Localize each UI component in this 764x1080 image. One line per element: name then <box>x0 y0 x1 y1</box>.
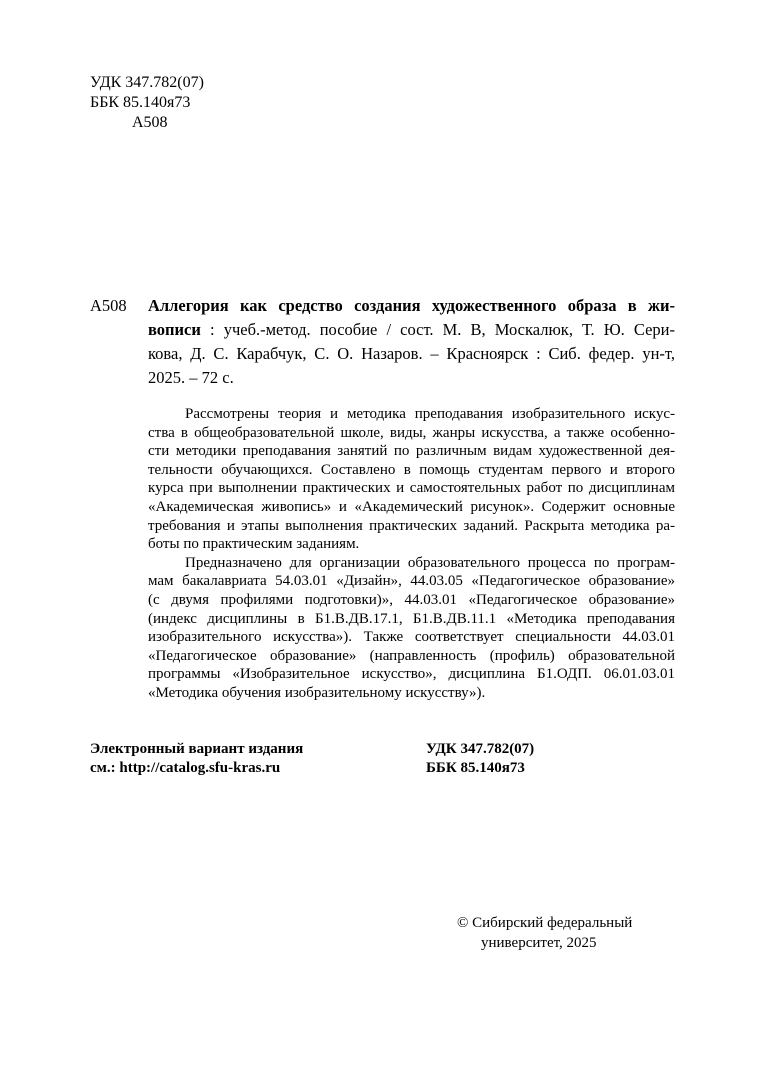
book-title-part1: Аллегория как средство создания художественного образа в жи- <box>148 296 675 315</box>
abstract-line: Рассмотрены теория и методика преподавания изобразительного искус- <box>185 406 675 422</box>
abstract-line: курса при выполнении практических и самостоятельных работ по дисциплинам <box>148 480 675 497</box>
biblio-line-4: 2025. – 72 с. <box>148 368 234 387</box>
electronic-version-label: Электронный вариант издания <box>90 741 304 757</box>
abstract-line: «Методика обучения изобразительному искусству»). <box>148 684 486 701</box>
bibliographic-record <box>148 294 675 390</box>
abstract-line: (с двумя профилями подготовки)», 44.03.01 «Педагогическое образование» <box>148 591 675 608</box>
abstract <box>148 405 675 703</box>
bbk-code: ББК 85.140я73 <box>90 94 191 111</box>
biblio-line-2 <box>148 318 675 342</box>
classification-block <box>90 73 204 133</box>
abstract-line: «Педагогическое образование» (направленность (профиль) образовательной <box>148 647 675 664</box>
abstract-line: сти методики преподавания занятий по различным видам художественной дея- <box>148 443 675 460</box>
electronic-version-note <box>90 740 303 778</box>
abstract-line: мам бакалавриата 54.03.01 «Дизайн», 44.03.05 «Педагогическое образование» <box>148 573 675 590</box>
copyright-line-1: © Сибирский федеральный <box>457 915 633 931</box>
biblio-line-3: кова, Д. С. Карабчук, С. О. Назаров. – Красноярск : Сиб. федер. ун-т, <box>148 344 675 363</box>
udk-code: УДК 347.782(07) <box>90 74 204 91</box>
footer-udk: УДК 347.782(07) <box>426 741 535 757</box>
footer-classification <box>426 740 534 778</box>
book-title-part2: вописи <box>148 320 201 339</box>
abstract-line: (индекс дисциплины в Б1.В.ДВ.17.1, Б1.В.ДВ.11.1 «Методика преподавания <box>148 610 675 627</box>
footer-bbk: ББК 85.140я73 <box>426 760 525 776</box>
copyright-line-2: университет, 2025 <box>481 935 597 951</box>
catalog-link: см.: http://catalog.sfu-kras.ru <box>90 760 281 776</box>
biblio-line-1 <box>148 294 675 318</box>
copyright-notice <box>457 913 632 953</box>
abstract-line: программы «Изобразительное искусство», дисциплина Б1.ОДП. 06.01.03.01 <box>148 666 675 683</box>
author-sign: А508 <box>132 114 168 131</box>
abstract-line: изобразительного искусства»). Также соответствует специальности 44.03.01 <box>148 629 675 646</box>
abstract-line: тельности обучающихся. Составлено в помощь студентам первого и второго <box>148 461 675 478</box>
biblio-author-sign: А508 <box>90 296 127 315</box>
abstract-line: Предназначено для организации образовательного процесса по програм- <box>185 554 675 571</box>
abstract-line: ства в общеобразовательной школе, виды, жанры искусства, а также особенно- <box>148 424 675 441</box>
abstract-line: требования и этапы выполнения практических заданий. Раскрыта методика ра- <box>148 517 675 534</box>
biblio-line-2-rest: : учеб.-метод. пособие / сост. М. В, Москалюк, Т. Ю. Сери- <box>200 320 675 339</box>
abstract-line: боты по практическим заданиям. <box>148 536 360 553</box>
abstract-line: «Академическая живопись» и «Академический рисунок». Содержит основные <box>148 498 675 515</box>
